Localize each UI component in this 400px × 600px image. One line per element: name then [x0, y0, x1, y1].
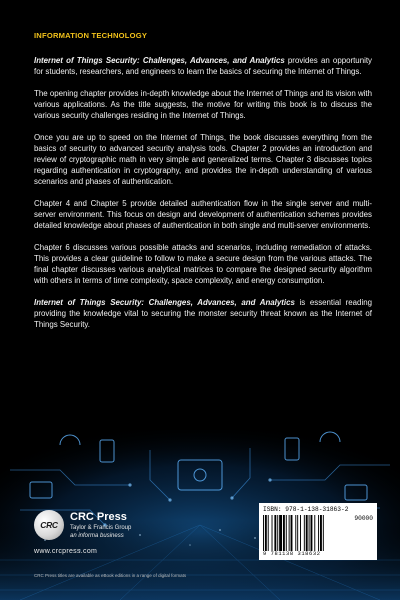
barcode-bar: [295, 515, 296, 551]
barcode-bar: [277, 515, 278, 551]
publisher-url[interactable]: www.crcpress.com: [34, 548, 98, 555]
publisher-block: [34, 510, 204, 560]
book-title-italic: Internet of Things Security: Challenges, Advances, and Analytics: [34, 56, 285, 65]
barcode-bar: [265, 515, 267, 551]
paragraph-5: Chapter 6 discusses various possible attacks and scenarios, including remediation of attacks. This provides a clear guideline to follow to make a secure design from the various attacks. The final chapter discusses various analytical matrices to compare the designed security algorithm with others in terms of time complexity, space complexity, and energy consumption.: [34, 243, 372, 285]
barcode-bar: [300, 515, 301, 551]
category-label: INFORMATION TECHNOLOGY: [34, 31, 148, 40]
barcode-bar: [297, 515, 298, 551]
barcode-bar: [268, 515, 269, 551]
paragraph-6: [34, 297, 372, 330]
paragraph-6-text: is essential reading providing the knowledge vital to securing the monster security threat known as the Internet of Things Security.: [34, 298, 372, 329]
barcode-bar: [283, 515, 285, 551]
paragraph-1-text: provides an opportunity for students, researchers, and engineers to learn the basics of securing the Internet of Things.: [34, 56, 372, 76]
ebook-fine-print: CRC Press titles are available as eBook editions in a range of digital formats: [34, 573, 187, 578]
barcode-bar: [309, 515, 310, 551]
barcode-bar: [291, 515, 293, 551]
paragraph-1: [34, 55, 372, 77]
barcode-bar: [320, 515, 322, 551]
crc-press-logo: [34, 510, 64, 540]
barcode-bar: [272, 515, 273, 551]
barcode-bar: [311, 515, 313, 551]
publisher-name: CRC Press: [70, 511, 127, 523]
description-text: [34, 55, 372, 330]
publisher-business: an informa business: [70, 533, 124, 539]
barcode-bar: [323, 515, 324, 551]
paragraph-4: Chapter 4 and Chapter 5 provide detailed authentication flow in the single server and multi-server environment. This focus on design and development of authentication schemes provides detailed knowledge about phases of authentication in both single and multi-server environments.: [34, 199, 372, 230]
barcode-bar: [279, 515, 282, 551]
barcode-bars: [263, 515, 345, 551]
price-code: 90000: [354, 515, 373, 522]
publisher-group: Taylor & Francis Group: [70, 525, 132, 531]
barcode-bar: [289, 515, 290, 551]
barcode-bar: [318, 515, 319, 551]
barcode-bar: [306, 515, 308, 551]
barcode-bar: [263, 515, 264, 551]
paragraph-2: The opening chapter provides in-depth knowledge about the Internet of Things and its vision with various applications. As the title suggests, the motive for writing this book is to discuss the various security challenges residing in the Internet of Things.: [34, 89, 372, 120]
barcode-digits: 9 781138 318632: [263, 551, 321, 557]
book-title-italic: Internet of Things Security: Challenges, Advances, and Analytics: [34, 298, 295, 307]
barcode-bar: [274, 515, 276, 551]
barcode-bar: [314, 515, 315, 551]
isbn-label: ISBN: 978-1-138-31863-2: [263, 506, 349, 513]
barcode-bar: [286, 515, 287, 551]
crc-logo-text: CRC: [40, 520, 58, 530]
paragraph-3: Once you are up to speed on the Internet of Things, the book discusses everything from the basics of security to advanced security analysis tools. Chapter 2 provides an introduction and review of cryptographic math in very simple and generalized terms. Chapter 3 discusses topics regarding authentication in cryptography, and provides the in-depth understanding of various scenarios and phases of authentication.: [34, 133, 372, 186]
isbn-barcode: [259, 503, 377, 560]
barcode-bar: [304, 515, 305, 551]
